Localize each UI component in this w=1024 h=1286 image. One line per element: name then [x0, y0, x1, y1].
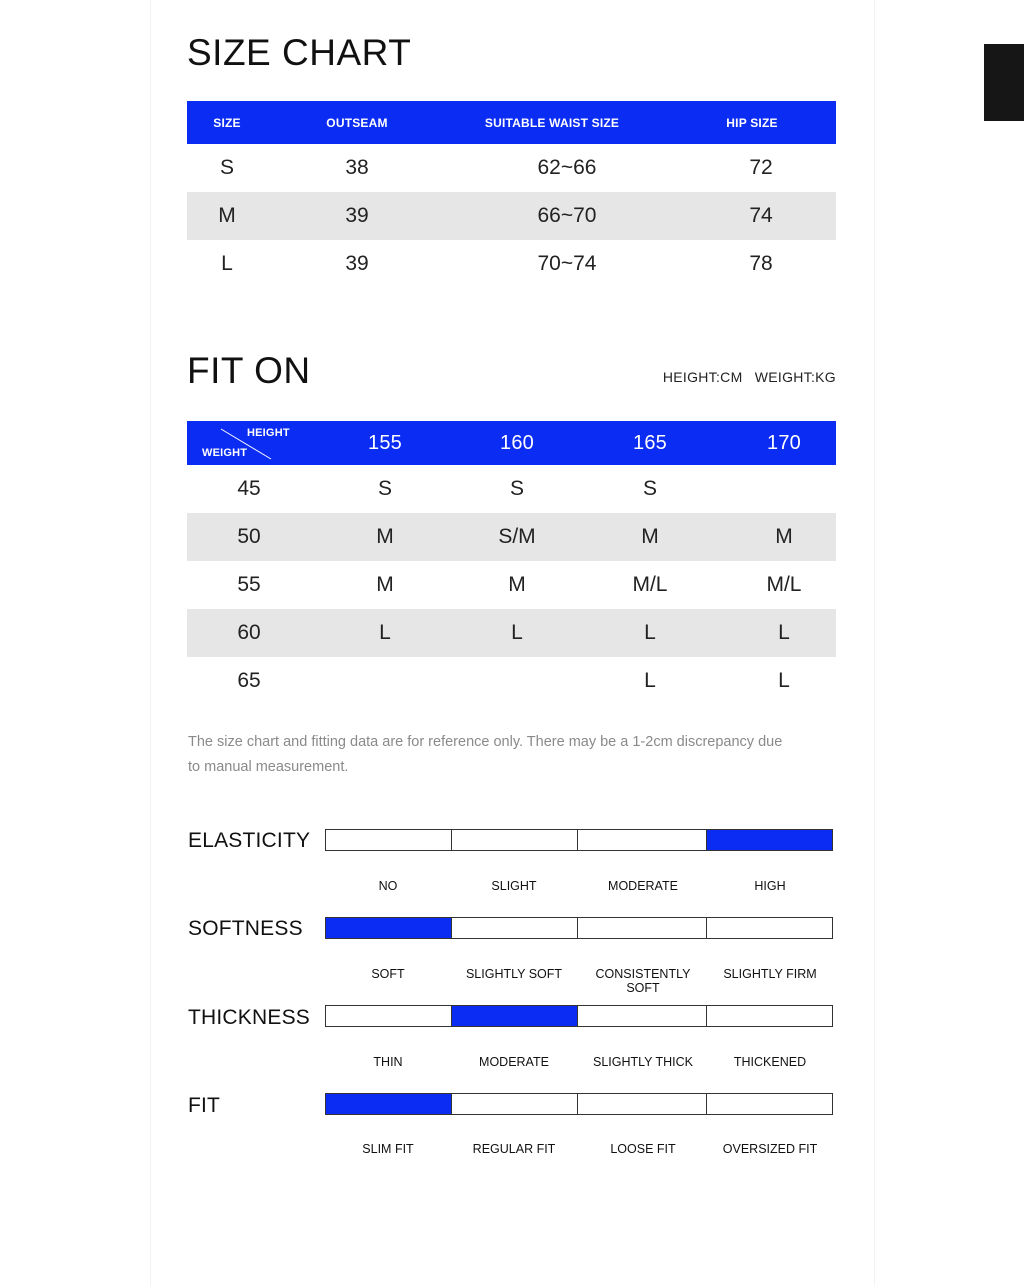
fit-on-table [187, 421, 836, 705]
thickness-option: THIN [373, 1055, 403, 1069]
cell-hip: 72 [749, 156, 773, 179]
cell-fit: L [644, 669, 656, 692]
scale-segment [707, 918, 833, 938]
scale-segment-selected [707, 830, 833, 850]
cell-fit: M [641, 525, 659, 548]
table-row [187, 561, 836, 609]
table-row [187, 192, 836, 240]
cell-fit: M/L [632, 573, 668, 596]
header-hip: HIP SIZE [726, 115, 778, 130]
cell-fit: M [376, 525, 394, 548]
elasticity-option: MODERATE [608, 879, 678, 893]
size-chart-table [187, 101, 836, 288]
fit-on-title: FIT ON [187, 350, 311, 391]
thickness-option: MODERATE [479, 1055, 549, 1069]
header-size: SIZE [213, 115, 241, 130]
fit-option: SLIM FIT [362, 1142, 414, 1156]
table-row [187, 609, 836, 657]
cell-outseam: 39 [345, 252, 369, 275]
softness-scale [325, 917, 833, 939]
scale-segment-selected [452, 1006, 579, 1026]
table-row [187, 144, 836, 192]
cell-fit [335, 657, 435, 705]
cell-hip: 74 [749, 204, 773, 227]
cell-weight: 50 [237, 525, 261, 548]
header-height-165: 165 [633, 431, 667, 454]
thickness-label: THICKNESS [188, 1006, 310, 1029]
cell-fit: M [508, 573, 526, 596]
corner-weight-label: WEIGHT [202, 447, 248, 459]
cell-weight: 65 [237, 669, 261, 692]
thickness-scale [325, 1005, 833, 1027]
fit-scale [325, 1093, 833, 1115]
scale-segment [326, 1006, 452, 1026]
elasticity-scale [325, 829, 833, 851]
elasticity-option: SLIGHT [491, 879, 537, 893]
corner-height-label: HEIGHT [247, 427, 290, 439]
cell-fit: M/L [766, 573, 802, 596]
cell-size: L [221, 252, 233, 275]
cell-fit: M [376, 573, 394, 596]
table-row [187, 465, 836, 513]
scale-segment [578, 1094, 707, 1114]
header-height-155: 155 [368, 431, 402, 454]
unit-height: HEIGHT:CM [662, 369, 743, 385]
cell-hip: 78 [749, 252, 773, 275]
header-height-160: 160 [500, 431, 534, 454]
cell-waist: 70~74 [537, 252, 597, 275]
cell-fit: S [642, 477, 657, 500]
scale-segment-selected [326, 918, 452, 938]
softness-option: SLIGHTLY SOFT [465, 967, 563, 981]
cell-fit: L [644, 621, 656, 644]
header-waist: SUITABLE WAIST SIZE [484, 115, 620, 130]
fit-label: FIT [188, 1094, 221, 1117]
scale-segment [452, 830, 579, 850]
elasticity-label: ELASTICITY [188, 829, 311, 852]
thickness-option: SLIGHTLY THICK [592, 1055, 694, 1069]
disclaimer-note [188, 730, 828, 780]
cell-waist: 62~66 [537, 156, 597, 179]
softness-option: SLIGHTLY FIRM [723, 967, 817, 981]
units-legend [655, 369, 836, 385]
table-row [187, 513, 836, 561]
unit-weight: WEIGHT:KG [754, 369, 836, 385]
elasticity-option: HIGH [754, 879, 786, 893]
cell-size: S [219, 156, 234, 179]
scale-segment [326, 830, 452, 850]
scale-segment [707, 1006, 833, 1026]
cell-fit: L [778, 669, 790, 692]
scale-segment [578, 830, 707, 850]
size-chart-title: SIZE CHART [187, 32, 412, 73]
scale-segment-selected [326, 1094, 452, 1114]
cell-fit [467, 657, 567, 705]
size-chart-header [187, 101, 836, 144]
cell-fit [734, 465, 834, 513]
header-outseam: OUTSEAM [326, 115, 388, 130]
cell-outseam: 39 [345, 204, 369, 227]
fit-option: OVERSIZED FIT [722, 1142, 818, 1156]
cell-fit: L [778, 621, 790, 644]
scale-segment [452, 1094, 579, 1114]
note-line-1: The size chart and fitting data are for reference only. There may be a 1-2cm discrepancy due [188, 734, 783, 750]
cell-outseam: 38 [345, 156, 369, 179]
table-row [187, 240, 836, 288]
cell-fit: S [509, 477, 524, 500]
header-height-170: 170 [767, 431, 801, 454]
scale-segment [578, 1006, 707, 1026]
cell-weight: 45 [237, 477, 261, 500]
cell-fit: M [775, 525, 793, 548]
note-line-2: to manual measurement. [188, 759, 349, 775]
header-corner [187, 421, 290, 465]
softness-option: CONSISTENTLY SOFT [595, 967, 691, 995]
cell-fit: L [379, 621, 391, 644]
cell-fit: S/M [498, 525, 536, 548]
cell-weight: 60 [237, 621, 261, 644]
cell-fit: L [511, 621, 523, 644]
side-tab-block [984, 44, 1024, 121]
cell-fit: S [377, 477, 392, 500]
elasticity-option: NO [378, 879, 398, 893]
thickness-option: THICKENED [733, 1055, 807, 1069]
cell-waist: 66~70 [537, 204, 597, 227]
softness-option: SOFT [371, 967, 405, 981]
scale-segment [707, 1094, 833, 1114]
softness-label: SOFTNESS [188, 917, 303, 940]
fit-option: REGULAR FIT [472, 1142, 556, 1156]
cell-weight: 55 [237, 573, 261, 596]
scale-segment [452, 918, 579, 938]
cell-size: M [218, 204, 236, 227]
scale-segment [578, 918, 707, 938]
fit-option: LOOSE FIT [610, 1142, 676, 1156]
fit-on-header [187, 421, 836, 465]
table-row [187, 657, 836, 705]
